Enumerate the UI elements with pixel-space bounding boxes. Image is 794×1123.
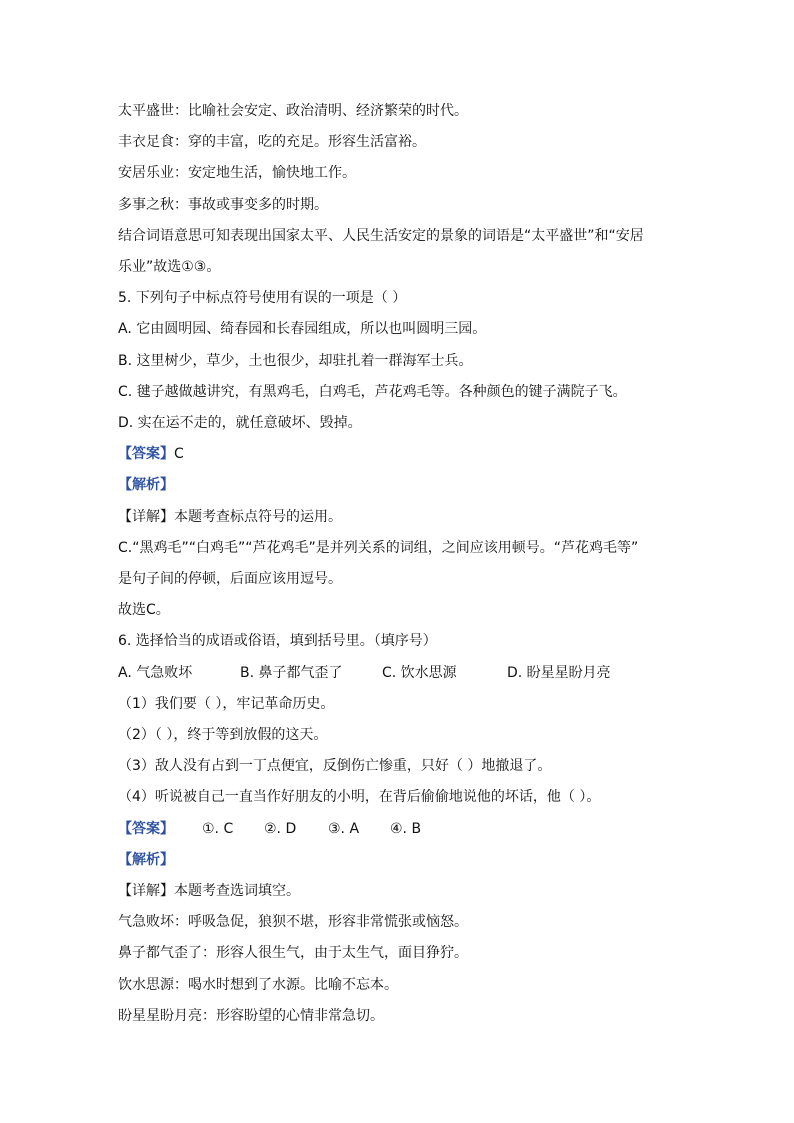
idiom-definition: 鼻子都气歪了：形容人很生气，由于太生气，面目狰狞。 <box>118 945 468 962</box>
answer-item: ②. D <box>264 820 297 837</box>
detail-text: 本题考查标点符号的运用。 <box>174 508 342 525</box>
question-5-option-a: A. 它由圆明园、绮春园和长春园组成，所以也叫圆明三园。 <box>118 321 487 338</box>
idiom-definition: 饮水思源：喝水时想到了水源。比喻不忘本。 <box>118 976 398 993</box>
analysis-tag: 【解析】 <box>118 477 174 494</box>
question-6-blank: （4）听说被自己一直当作好朋友的小明，在背后偷偷地说他的坏话，他（ ）。 <box>118 789 601 806</box>
conclusion-line: 乐业”故选①③。 <box>118 259 221 276</box>
detail-tag: 【详解】 <box>118 883 174 900</box>
question-6-detail <box>118 876 678 907</box>
idiom-definition: 丰衣足食：穿的丰富，吃的充足。形容生活富裕。 <box>118 134 426 151</box>
document-page <box>118 96 678 1032</box>
answer-tag: 【答案】 <box>118 446 174 463</box>
idiom-definition: 盼星星盼月亮：形容盼望的心情非常急切。 <box>118 1007 384 1024</box>
question-5-explanation: 是句子间的停顿，后面应该用逗号。 <box>118 571 342 588</box>
question-6-blank: （2）（ ），终于等到放假的这天。 <box>118 727 328 744</box>
idiom-definition: 太平盛世：比喻社会安定、政治清明、经济繁荣的时代。 <box>118 103 468 119</box>
question-5-explanation: C.“黑鸡毛”“白鸡毛”“芦花鸡毛”是并列关系的词组，之间应该用顿号。“芦花鸡毛等” <box>118 539 639 556</box>
detail-text: 本题考查选词填空。 <box>174 883 300 900</box>
answer-item: ③. A <box>328 820 360 837</box>
conclusion-line: 结合词语意思可知表现出国家太平、人民生活安定的景象的词语是“太平盛世”和“安居 <box>118 227 644 244</box>
question-5-stem: 5. 下列句子中标点符号使用有误的一项是（ ） <box>118 290 407 307</box>
question-5-option-c: C. 毽子越做越讲究，有黑鸡毛，白鸡毛，芦花鸡毛等。各种颜色的键子满院子飞。 <box>118 383 627 400</box>
question-6-option-d: D. 盼星星盼月亮 <box>507 664 611 681</box>
idiom-definition: 安居乐业：安定地生活，愉快地工作。 <box>118 165 356 182</box>
question-6-option-a: A. 气急败坏 <box>118 664 193 681</box>
answer-tag: 【答案】 <box>118 820 174 837</box>
question-6-options <box>118 658 678 689</box>
question-5-answer <box>118 439 678 470</box>
question-6-option-b: B. 鼻子都气歪了 <box>240 664 343 681</box>
answer-item: ①. C <box>202 820 234 837</box>
idiom-definition: 多事之秋：事故或事变多的时期。 <box>118 196 328 213</box>
idiom-definition: 气急败坏：呼吸急促，狼狈不堪，形容非常慌张或恼怒。 <box>118 914 468 931</box>
question-6-blank: （3）敌人没有占到一丁点便宜，反倒伤亡惨重，只好（ ）地撤退了。 <box>118 758 552 775</box>
question-6-option-c: C. 饮水思源 <box>382 664 457 681</box>
answer-item: ④. B <box>390 820 422 837</box>
answer-value: C <box>174 446 184 463</box>
question-5-option-b: B. 这里树少，草少，土也很少，却驻扎着一群海军士兵。 <box>118 352 473 369</box>
detail-tag: 【详解】 <box>118 508 174 525</box>
question-5-option-d: D. 实在运不走的，就任意破坏、毁掉。 <box>118 415 362 432</box>
analysis-tag: 【解析】 <box>118 851 174 868</box>
question-5-conclusion: 故选C。 <box>118 602 170 619</box>
question-6-stem: 6. 选择恰当的成语或俗语，填到括号里。（填序号） <box>118 633 437 650</box>
question-5-analysis <box>118 470 678 501</box>
question-6-analysis <box>118 845 678 876</box>
question-5-detail <box>118 502 678 533</box>
question-6-answer <box>118 814 678 845</box>
question-6-blank: （1）我们要（ ），牢记革命历史。 <box>118 695 335 712</box>
